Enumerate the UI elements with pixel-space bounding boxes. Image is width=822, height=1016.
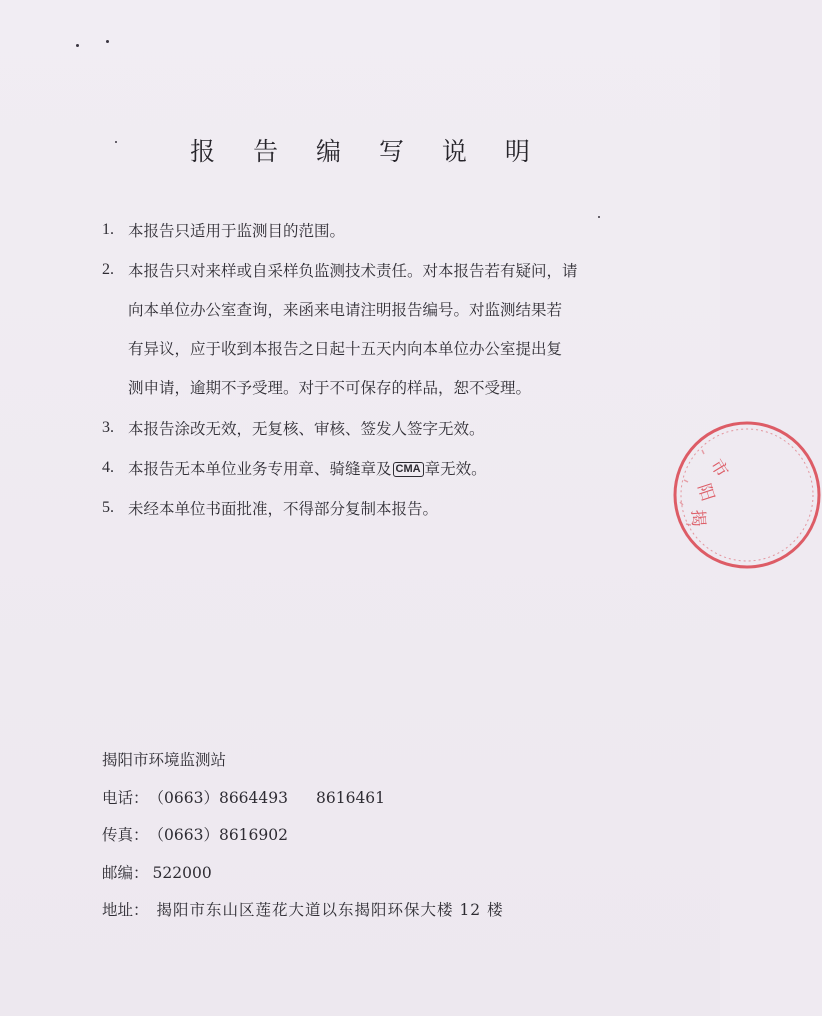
postcode-row [102, 855, 504, 893]
postcode-label: 邮编： [102, 863, 149, 882]
postcode-value: 522000 [152, 863, 212, 882]
svg-text:阳: 阳 [693, 481, 718, 504]
item-text [128, 490, 622, 528]
item-line: 有异议，应于收到本报告之日起十五天内向本单位办公室提出复 [128, 340, 563, 358]
svg-text:揭: 揭 [687, 508, 709, 528]
item-text [128, 252, 622, 408]
item-number: 4. [102, 459, 114, 476]
item-line [128, 450, 622, 488]
scan-speck [76, 44, 79, 47]
item-line: 向本单位办公室查询，来函来电请注明报告编号。对监测结果若 [128, 301, 563, 319]
organization-name: 揭阳市环境监测站 [102, 751, 227, 769]
scan-speck [106, 40, 109, 43]
notes-list [102, 212, 622, 530]
item-number: 1. [102, 221, 114, 238]
item-number: 5. [102, 499, 114, 516]
item-text [128, 450, 622, 488]
address-row [102, 892, 504, 930]
phone-row [102, 780, 504, 818]
item-line: 测申请，逾期不予受理。对于不可保存的样品，恕不受理。 [128, 379, 532, 397]
item-number: 2. [102, 261, 114, 278]
page-title: 报 告 编 写 说 明 [190, 137, 545, 166]
list-item [102, 212, 622, 250]
contact-block [102, 742, 504, 930]
fax-row [102, 817, 504, 855]
item-line: 本报告涂改无效，无复核、审核、签发人签字无效。 [128, 420, 485, 438]
seal-text [687, 456, 732, 527]
list-item [102, 490, 622, 528]
svg-text:市: 市 [705, 456, 732, 482]
item-text [128, 212, 622, 250]
phone-number-1: （0663）8664493 [148, 788, 288, 807]
item-line: 未经本单位书面批准，不得部分复制本报告。 [128, 500, 439, 518]
list-item [102, 252, 622, 408]
phone-label: 电话： [102, 788, 149, 807]
item-text-after-mark: 章无效。 [424, 460, 487, 478]
list-item [102, 410, 622, 448]
item-line: 本报告只对来样或自采样负监测技术责任。对本报告若有疑问，请 [128, 262, 578, 280]
address-label: 地址： [102, 901, 149, 919]
item-text-before-mark: 本报告无本单位业务专用章、骑缝章及 [128, 460, 392, 478]
item-number: 3. [102, 419, 114, 436]
address-value: 揭阳市东山区莲花大道以东揭阳环保大楼 12 楼 [156, 901, 504, 919]
list-item [102, 450, 622, 488]
fax-number: （0663）8616902 [148, 826, 288, 844]
item-text [128, 410, 622, 448]
phone-number-2: 8616461 [316, 788, 386, 807]
item-line: 本报告只适用于监测目的范围。 [128, 222, 346, 240]
fax-label: 传真： [102, 826, 149, 844]
cma-mark-icon: CMA [393, 462, 424, 477]
official-seal-stamp [672, 420, 822, 570]
